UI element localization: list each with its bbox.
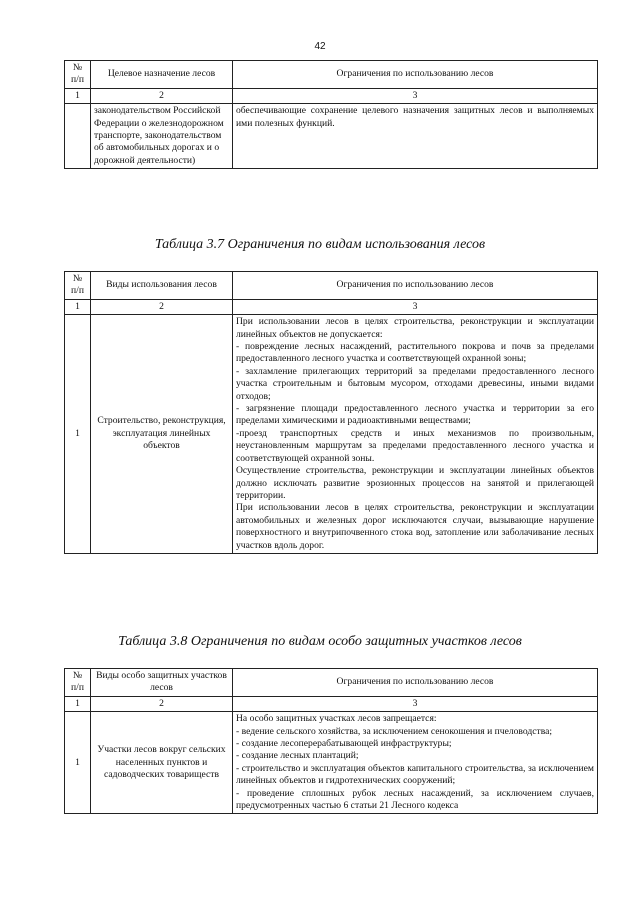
header-use-type: Виды использования лесов bbox=[91, 272, 233, 300]
restriction-paragraph: - загрязнение площади предоставленного лесного участка и территории за его пределами химическими и радиоактивными веществами; bbox=[236, 403, 594, 427]
header-restrictions: Ограничения по использованию лесов bbox=[233, 272, 598, 300]
restriction-paragraph: На особо защитных участках лесов запрещается: bbox=[236, 713, 437, 725]
col-number: 2 bbox=[91, 299, 233, 314]
col-number: 1 bbox=[65, 696, 91, 711]
col-number: 3 bbox=[233, 299, 598, 314]
restriction-paragraph: Осуществление строительства, реконструкции и эксплуатации линейных объектов должно исключать развитие эрозионных процессов на занятой и прилегающей территории. bbox=[236, 465, 594, 501]
table-row bbox=[65, 315, 598, 554]
row-use-type: Строительство, реконструкция, эксплуатация линейных объектов bbox=[91, 315, 233, 554]
forest-use-types-table bbox=[64, 271, 598, 554]
restriction-paragraph: - повреждение лесных насаждений, растительного покрова и почв за пределами предоставленного лесного участка и соответствующей охранной зоны; bbox=[236, 341, 594, 365]
table-row bbox=[65, 104, 598, 169]
row-restrictions bbox=[233, 712, 598, 814]
restriction-paragraph: - захламление прилегающих территорий за пределами предоставленного лесного участка строительным и бытовым мусором, отходами древесины, иными видами отходов; bbox=[236, 365, 594, 402]
header-area-type: Виды особо защитных участков лесов bbox=[91, 669, 233, 697]
column-number-row bbox=[65, 299, 598, 314]
restriction-paragraph: - проведение сплошных рубок лесных насаждений, за исключением случаев, предусмотренных частью 6 статьи 21 Лесного кодекса bbox=[236, 787, 594, 812]
table-header-row bbox=[65, 61, 598, 89]
col-number: 3 bbox=[233, 696, 598, 711]
restriction-paragraph: -проезд транспортных средств и иных механизмов по произвольным, неустановленным маршрутам за пределами предоставленного лесного участка и соответствующей охранной зоны. bbox=[236, 427, 594, 464]
row-number bbox=[65, 104, 91, 169]
restriction-paragraph: - создание лесоперерабатывающей инфраструктуры; bbox=[236, 738, 452, 750]
row-number: 1 bbox=[65, 712, 91, 814]
table-header-row bbox=[65, 669, 598, 697]
row-area-type: Участки лесов вокруг сельских населенных пунктов и садоводческих товариществ bbox=[91, 712, 233, 814]
col-number: 2 bbox=[91, 88, 233, 103]
col-number: 1 bbox=[65, 88, 91, 103]
restriction-paragraph: - создание лесных плантаций; bbox=[236, 750, 359, 762]
header-number: № п/п bbox=[65, 61, 91, 89]
col-number: 3 bbox=[233, 88, 598, 103]
col-number: 1 bbox=[65, 299, 91, 314]
row-restrictions bbox=[233, 315, 598, 554]
page-number: 42 bbox=[314, 41, 326, 52]
row-restrictions: обеспечивающие сохранение целевого назначения защитных лесов и выполняемых ими полезных функций. bbox=[233, 104, 598, 169]
header-restrictions: Ограничения по использованию лесов bbox=[233, 669, 598, 697]
header-number: № п/п bbox=[65, 669, 91, 697]
col-number: 2 bbox=[91, 696, 233, 711]
restriction-paragraph: - ведение сельского хозяйства, за исключением сенокошения и пчеловодства; bbox=[236, 725, 553, 737]
row-purpose: законодательством Российской Федерации о железнодорожном транспорте, законодательством об автомобильных дорогах и о дорожной деятельности) bbox=[91, 104, 233, 169]
header-purpose: Целевое назначение лесов bbox=[91, 61, 233, 89]
header-restrictions: Ограничения по использованию лесов bbox=[233, 61, 598, 89]
table-3-8-caption: Таблица 3.8 Ограничения по видам особо защитных участков лесов bbox=[118, 634, 522, 649]
restriction-paragraph: При использовании лесов в целях строительства, реконструкции и эксплуатации автомобильных и железных дорог исключаются случаи, вызывающие нарушение поверхностного и внутрипочвенного стока вод, затопление или заболачивание лесных участков вдоль дорог. bbox=[236, 502, 594, 551]
table-header-row bbox=[65, 272, 598, 300]
column-number-row bbox=[65, 88, 598, 103]
column-number-row bbox=[65, 696, 598, 711]
row-number: 1 bbox=[65, 315, 91, 554]
table-3-7-caption: Таблица 3.7 Ограничения по видам использования лесов bbox=[154, 237, 486, 252]
restriction-paragraph: - строительство и эксплуатация объектов капитального строительства, за исключением линейных объектов и гидротехнических сооружений; bbox=[236, 762, 594, 787]
table-row bbox=[65, 712, 598, 814]
restriction-paragraph: При использовании лесов в целях строительства, реконструкции и эксплуатации линейных объектов не допускается: bbox=[236, 316, 594, 340]
protective-areas-table bbox=[64, 668, 598, 814]
header-number: № п/п bbox=[65, 272, 91, 300]
forest-purpose-table bbox=[64, 60, 598, 169]
